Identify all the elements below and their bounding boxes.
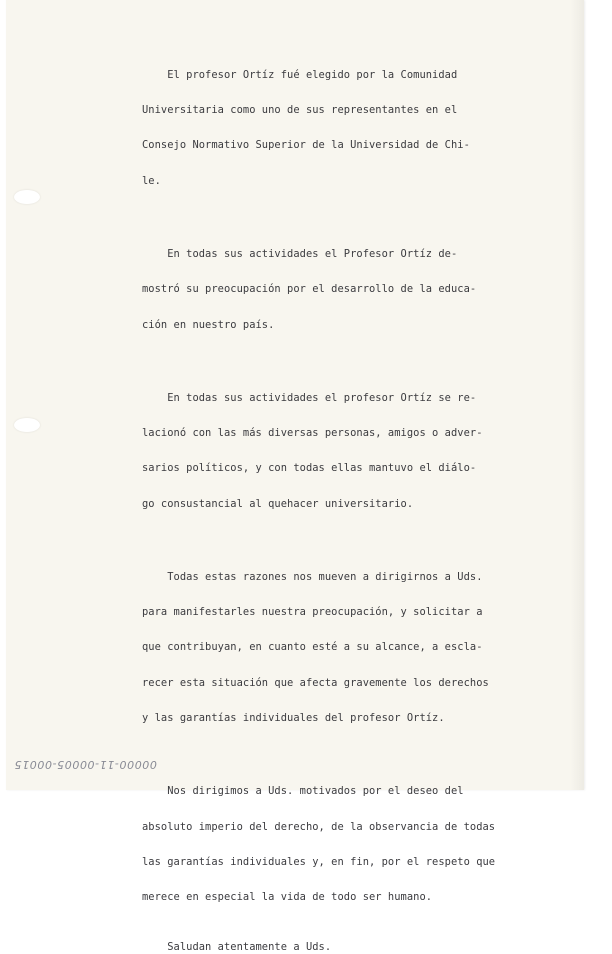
text-line: le. <box>142 174 161 187</box>
paragraph-1 <box>142 46 572 211</box>
text-line: En todas sus actividades el Profesor Ortíz de- <box>142 247 458 260</box>
text-line: recer esta situación que afecta gravemente los derechos <box>142 676 489 689</box>
punch-hole <box>14 418 40 432</box>
text-line: las garantías individuales y, en fin, por el respeto que <box>142 856 496 868</box>
document-page <box>6 0 584 953</box>
closing-salutation: Saludan atentamente a Uds. <box>142 940 332 953</box>
text-line: El profesor Ortíz fué elegido por la Comunidad <box>142 68 458 81</box>
paragraph-3 <box>142 369 572 534</box>
text-line: Universitaria como uno de sus representantes en el <box>142 103 458 116</box>
text-line: merece en especial la vida de todo ser humano. <box>142 891 433 904</box>
text-line: Nos dirigimos a Uds. motivados por el deseo del <box>142 785 464 798</box>
text-line: que contribuyan, en cuanto esté a su alcance, a escla- <box>142 641 483 654</box>
punch-hole <box>14 190 40 204</box>
archive-number: 00000-11-00005-00015 <box>14 758 157 771</box>
text-line: go consustancial al quehacer universitario. <box>142 497 414 510</box>
text-line: y las garantías individuales del profesor Ortíz. <box>142 712 445 725</box>
text-line: En todas sus actividades el profesor Ortíz se re- <box>142 391 477 404</box>
text-line: Consejo Normativo Superior de la Universidad de Chi- <box>142 139 470 152</box>
paragraph-4 <box>142 548 572 749</box>
text-line: Todas estas razones nos mueven a dirigirnos a Uds. <box>142 570 483 583</box>
text-line: para manifestarles nuestra preocupación, y solicitar a <box>142 606 483 619</box>
letter-body <box>142 46 572 954</box>
text-line: absoluto imperio del derecho, de la observancia de todas <box>142 820 496 833</box>
text-line: lacionó con las más diversas personas, amigos o adver- <box>142 426 483 439</box>
text-line: ción en nuestro país. <box>142 318 275 331</box>
paragraph-2 <box>142 225 572 355</box>
text-line: sarios políticos, y con todas ellas mantuvo el diálo- <box>142 462 477 475</box>
paragraph-5 <box>142 763 572 928</box>
text-line: mostró su preocupación por el desarrollo de la educa- <box>142 283 477 296</box>
